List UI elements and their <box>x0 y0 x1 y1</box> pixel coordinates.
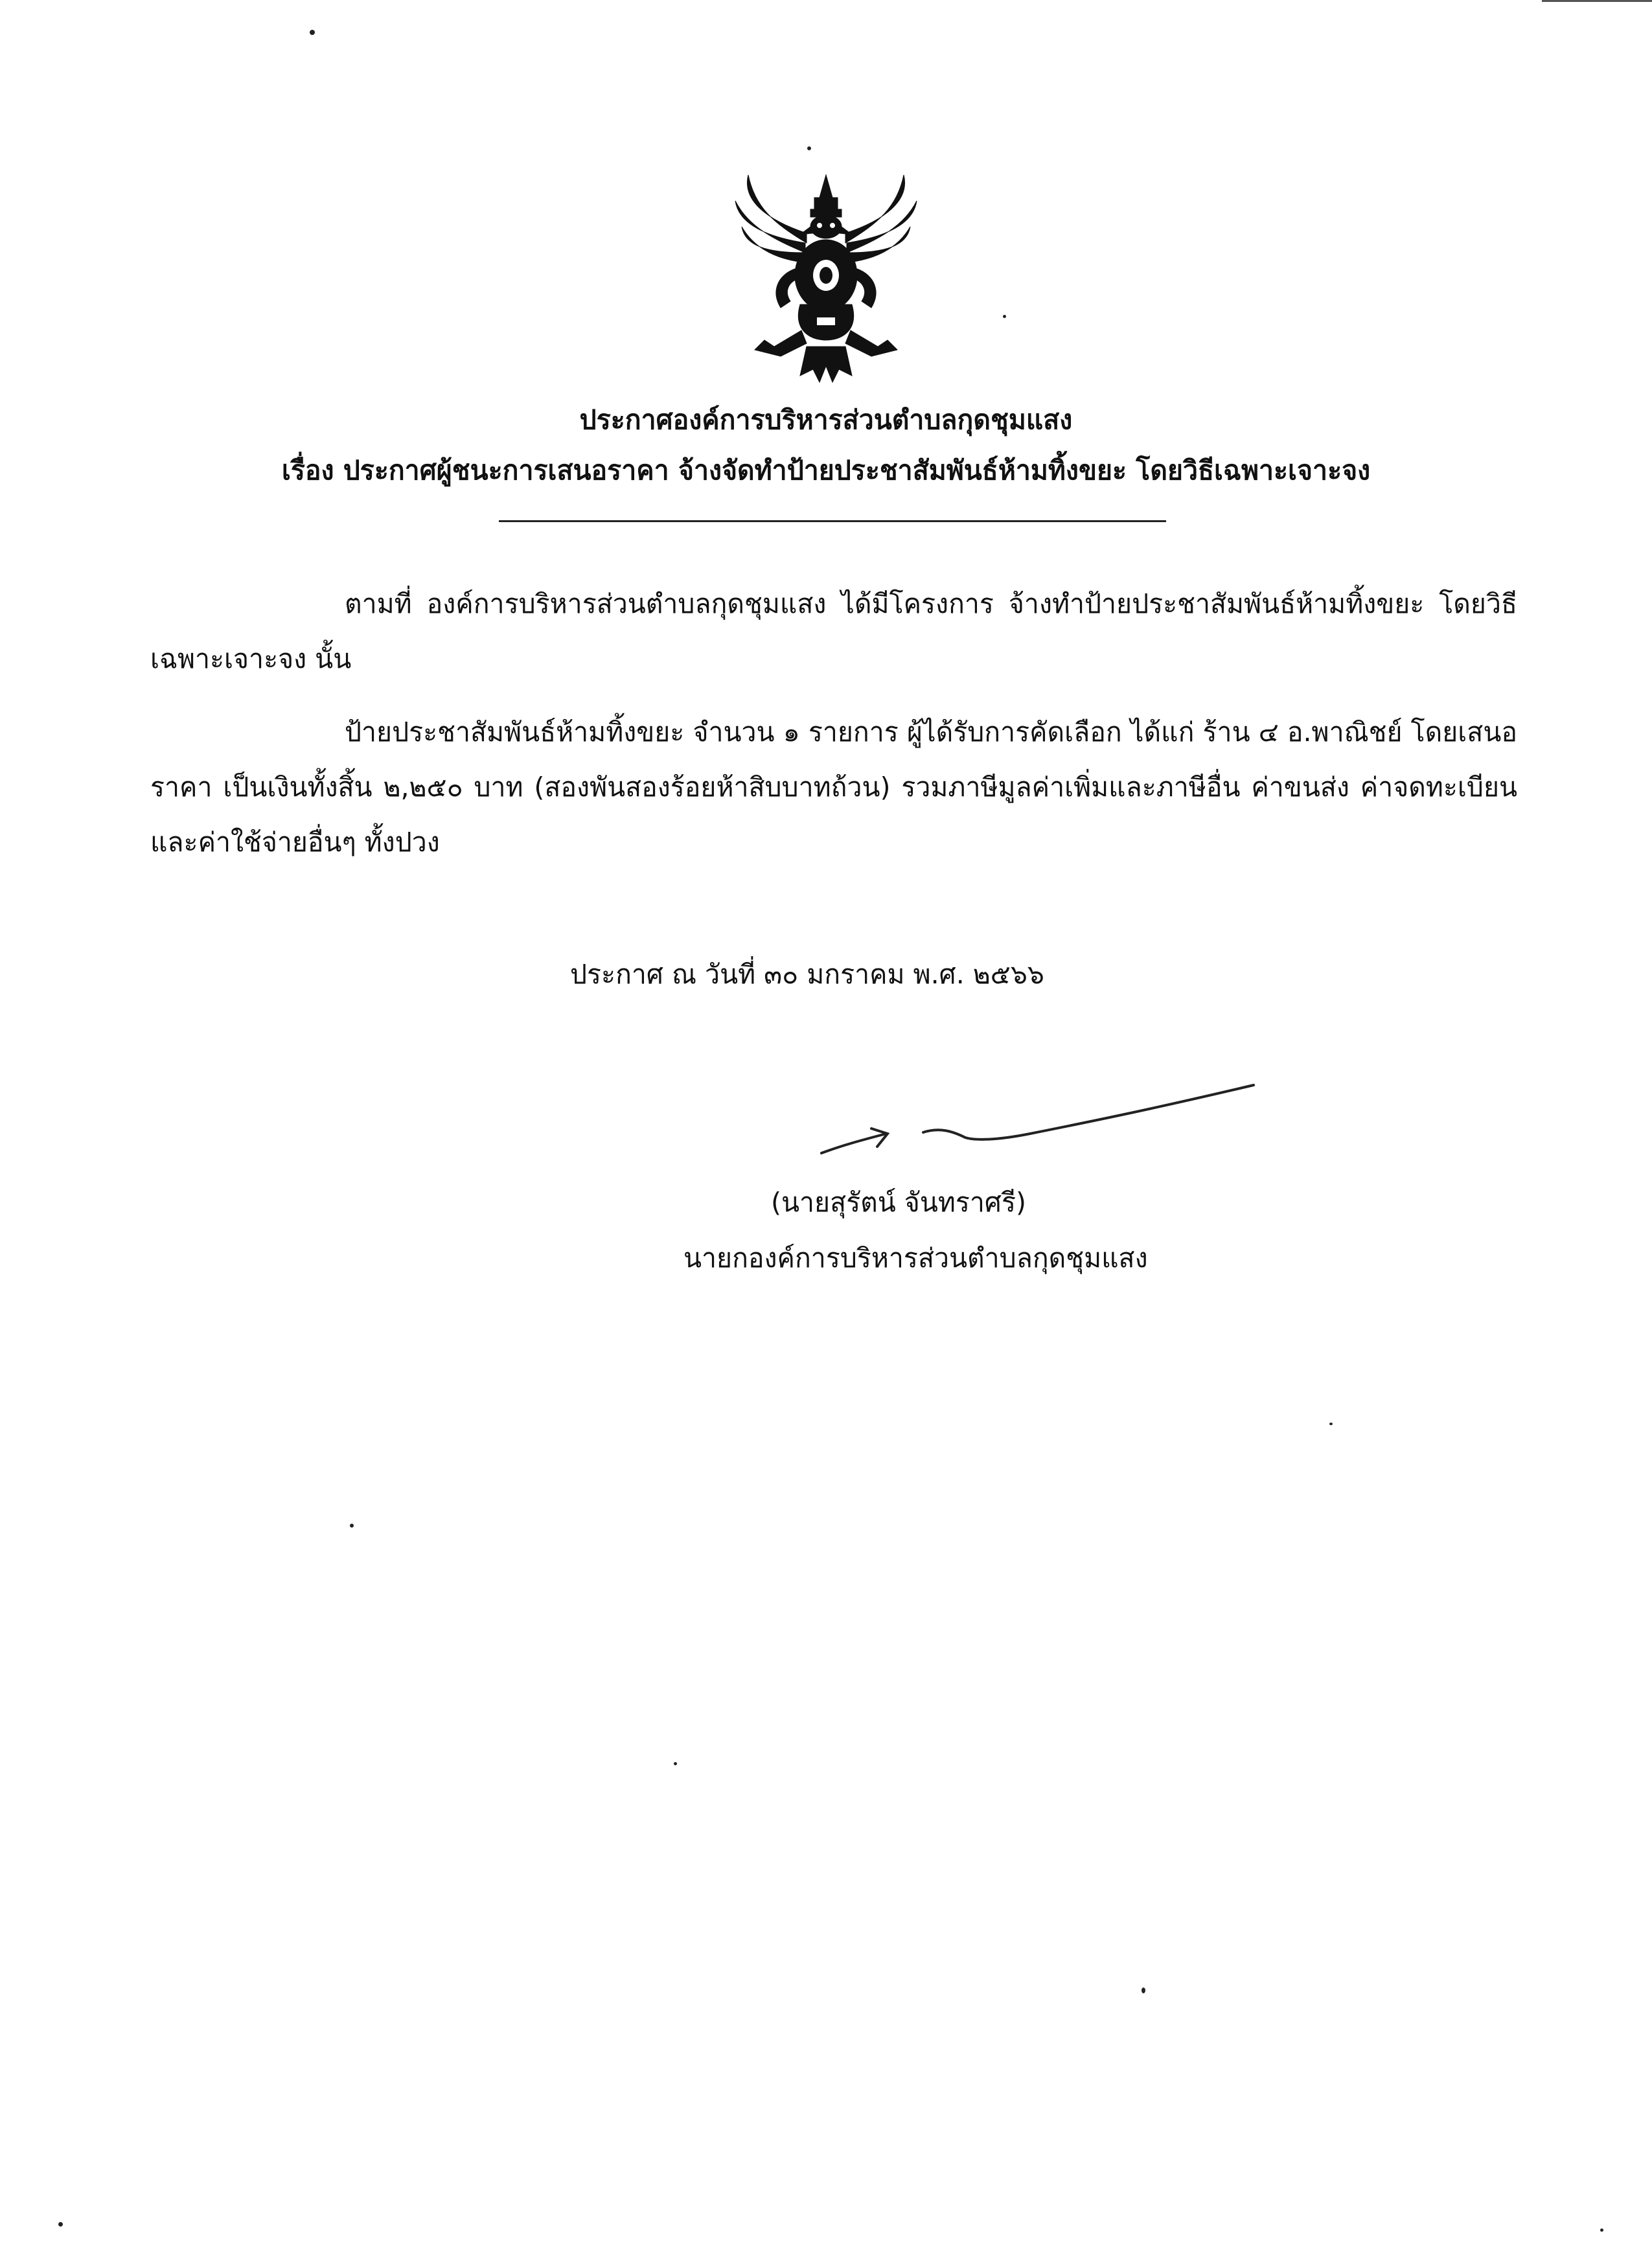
paragraph-background <box>150 577 1517 687</box>
signer-title: นายกองค์การบริหารส่วนตำบลกุดชุมแสง <box>683 1243 1148 1274</box>
scan-edge-line <box>1542 0 1652 2</box>
announcement-subject: เรื่อง ประกาศผู้ชนะการเสนอราคา จ้างจัดทำป้ายประชาสัมพันธ์ห้ามทิ้งขยะ โดยวิธีเฉพาะเจาะจง <box>281 455 1371 486</box>
paragraph-award-text: ป้ายประชาสัมพันธ์ห้ามทิ้งขยะ จำนวน ๑ รายการ ผู้ได้รับการคัดเลือก ได้แก่ ร้าน ๔ อ.พาณิชย์ โดยเสนอราคา เป็นเงินทั้งสิ้น ๒,๒๕๐ บาท (สองพันสองร้อยห้าสิบบาทถ้วน) รวมภาษีมูลค่าเพิ่มและภาษีอื่น ค่าขนส่ง ค่าจดทะเบียน และค่าใช้จ่ายอื่นๆ ทั้งปวง <box>150 716 1517 858</box>
heading-divider <box>499 520 1166 522</box>
scan-speck <box>1600 2228 1603 2232</box>
scan-speck <box>1329 1423 1333 1425</box>
handwritten-signature <box>810 1069 1263 1166</box>
paragraph-award <box>150 705 1517 870</box>
scan-speck <box>807 146 811 150</box>
scan-speck <box>350 1524 354 1528</box>
scan-speck <box>58 2222 63 2227</box>
scan-speck <box>1003 315 1006 318</box>
scan-speck <box>1141 1987 1145 1993</box>
scan-speck <box>674 1762 677 1765</box>
paragraph-background-text: ตามที่ องค์การบริหารส่วนตำบลกุดชุมแสง ได้มีโครงการ จ้างทำป้ายประชาสัมพันธ์ห้ามทิ้งขยะ โดยวิธีเฉพาะเจาะจง นั้น <box>150 588 1517 674</box>
announcement-date: ประกาศ ณ วันที่ ๓๐ มกราคม พ.ศ. ๒๕๖๖ <box>570 959 1044 990</box>
garuda-emblem-icon <box>729 162 923 395</box>
announcement-title: ประกาศองค์การบริหารส่วนตำบลกุดชุมแสง <box>579 404 1073 435</box>
scan-speck <box>310 30 315 35</box>
signer-name: (นายสุรัตน์ จันทราศรี) <box>771 1187 1026 1218</box>
